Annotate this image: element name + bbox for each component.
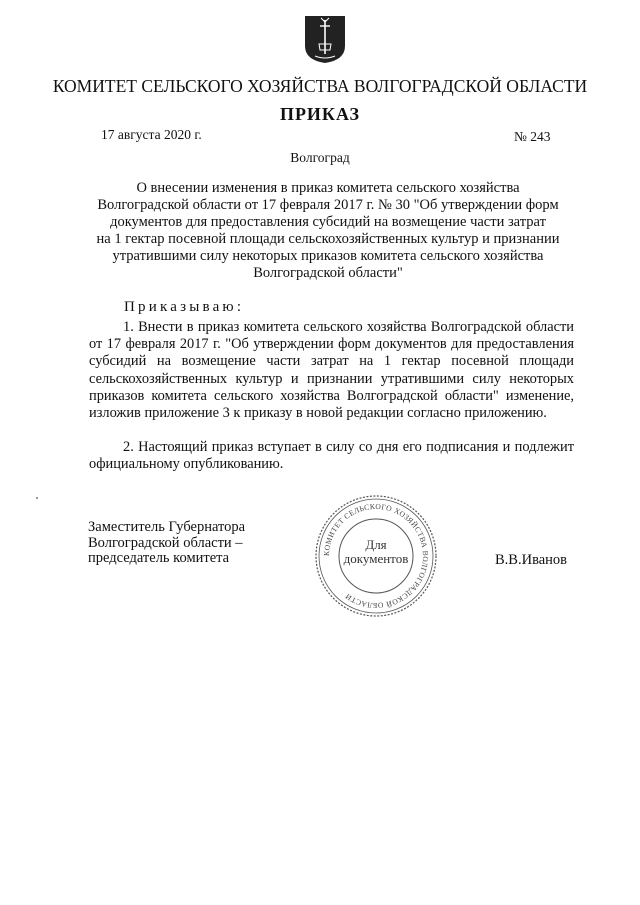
stamp-ring-text: КОМИТЕТ СЕЛЬСКОГО ХОЗЯЙСТВА ВОЛГОГРАДСКОЙ ОБЛАСТИ — [321, 501, 431, 611]
committee-name: КОМИТЕТ СЕЛЬСКОГО ХОЗЯЙСТВА ВОЛГОГРАДСКОЙ ОБЛАСТИ — [52, 76, 588, 96]
orders-word: Приказываю: — [124, 299, 245, 315]
order-item-2: 2. Настоящий приказ вступает в силу со дня его подписания и подлежит официальному опубликованию. — [89, 439, 574, 473]
order-subject — [70, 180, 586, 282]
signatory-name: В.В.Иванов — [495, 552, 568, 568]
position-line: Заместитель Губернатора — [88, 519, 246, 535]
subject-line: утратившими силу некоторых приказов комитета сельского хозяйства — [112, 248, 544, 264]
document-type: ПРИКАЗ — [279, 104, 361, 124]
stamp-center-text — [313, 538, 439, 566]
order-item-1: 1. Внести в приказ комитета сельского хозяйства Волгоградской области от 17 февраля 2017 г. "Об утверждении форм документов для предоставления субсидий на возмещение части затрат на 1 гектар посевной площади сельскохозяйственных культур и признании утратившими силу некоторых приказов комитета сельского хозяйства Волгоградской области" изменение, изложив приложение 3 к приказу в новой редакции согласно приложению. — [89, 319, 574, 422]
stamp-center-line: документов — [343, 551, 409, 566]
order-number: № 243 — [514, 129, 551, 144]
subject-line: документов для предоставления субсидий на возмещение части затрат — [110, 214, 546, 230]
coat-of-arms-icon — [303, 14, 347, 64]
city: Волгоград — [290, 150, 350, 165]
subject-line: О внесении изменения в приказ комитета сельского хозяйства — [136, 180, 520, 196]
position-line: председатель комитета — [88, 550, 230, 566]
subject-line: Волгоградской области от 17 февраля 2017 г. № 30 "Об утверждении форм — [97, 197, 559, 213]
position-line: Волгоградской области – — [88, 534, 243, 551]
signatory-position — [88, 520, 245, 567]
subject-line: на 1 гектар посевной площади сельскохозяйственных культур и признании — [96, 231, 560, 247]
scan-speck — [36, 497, 38, 499]
order-date: 17 августа 2020 г. — [101, 127, 202, 142]
subject-line: Волгоградской области" — [253, 265, 403, 281]
stamp-center-line: Для — [365, 537, 387, 552]
